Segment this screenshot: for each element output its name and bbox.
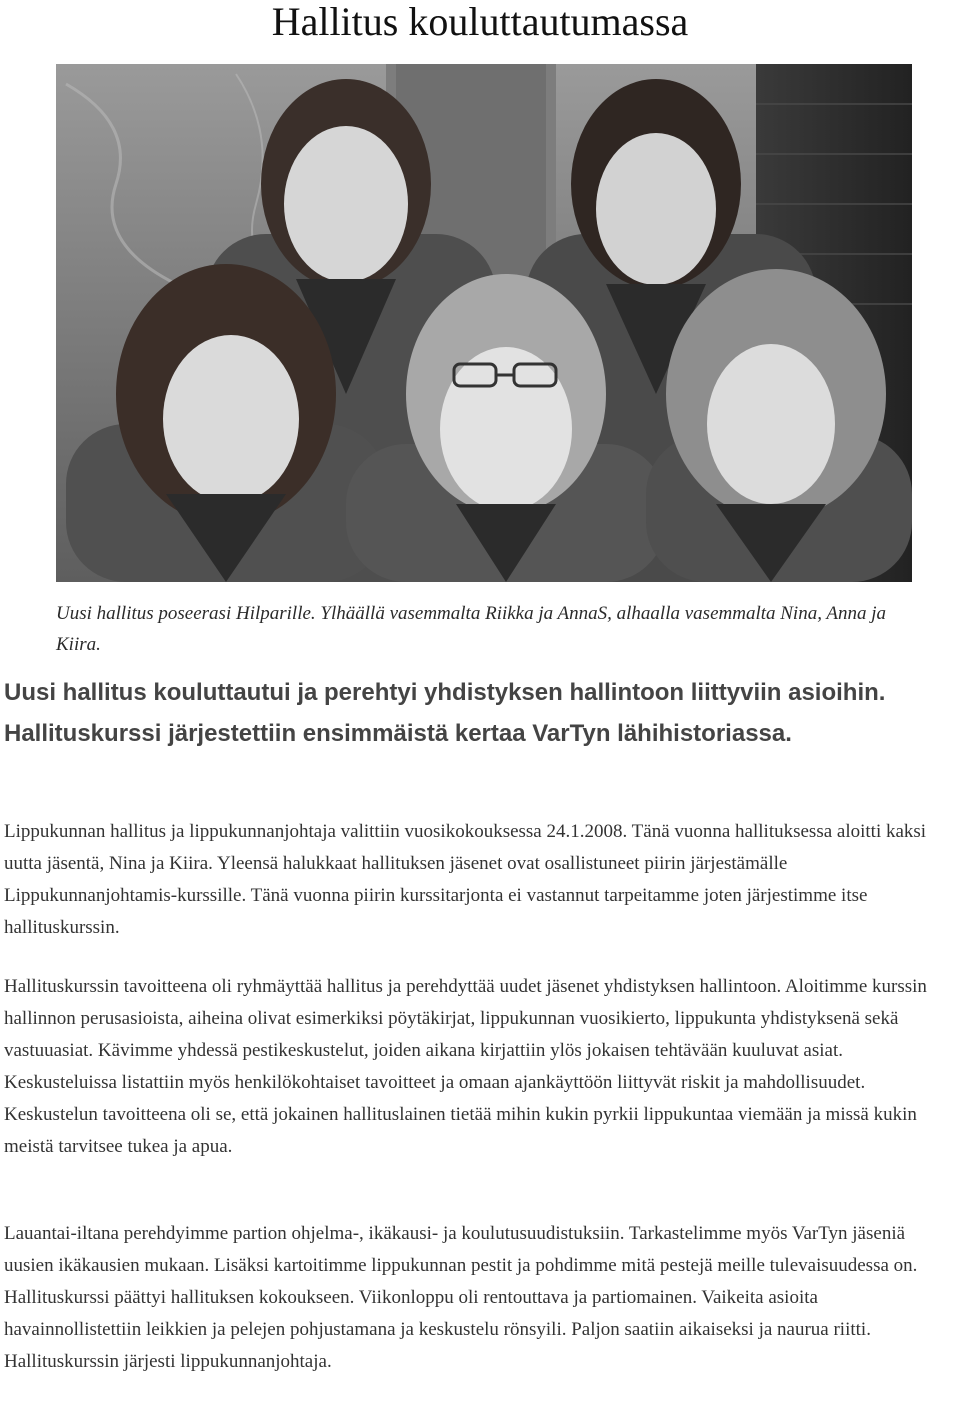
group-photo-illustration bbox=[56, 64, 912, 582]
article-lead: Uusi hallitus kouluttautui ja perehtyi yhdistyksen hallintoon liittyviin asioihin. Hallituskurssi järjestettiin ensimmäistä kertaa VarTyn lähihistoriassa. bbox=[4, 679, 886, 747]
body-paragraph-3: Lauantai-iltana perehdyimme partion ohjelma-, ikäkausi- ja koulutusuudistuksiin. Tarkastelimme myös VarTyn jäseniä uusien ikäkausien mukaan. Lisäksi kartoitimme lippukunnan pestit ja pohdimme mitä pestejä meille tulevaisuudessa on. Hallituskurssi päättyi hallituksen kokoukseen. Viikonloppu oli rentouttava ja partiomainen. Vaikeita asioita havainnollistettiin leikkien ja pelejen pohjustamana ja keskustelu rönsyili. Paljon saatiin aikaiseksi ja naurua riitti. Hallituskurssin järjesti lippukunnanjohtaja. bbox=[4, 1223, 918, 1372]
body-paragraph-1: Lippukunnan hallitus ja lippukunnanjohtaja valittiin vuosikokouksessa 24.1.2008. Tänä vuonna hallituksessa aloitti kaksi uutta jäsentä, Nina ja Kiira. Yleensä halukkaat hallituksen jäsenet ovat osallistuneet piirin järjestämälle Lippukunnanjohtamis-kurssille. Tänä vuonna piirin kurssitarjonta ei vastannut tarpeitamme joten järjestimme itse hallituskurssin. bbox=[4, 821, 927, 938]
photo-caption: Uusi hallitus poseerasi Hilparille. Ylhäällä vasemmalta Riikka ja AnnaS, alhaalla vasemmalta Nina, Anna ja Kiira. bbox=[56, 603, 886, 655]
group-photo bbox=[56, 64, 912, 582]
article-title: Hallitus kouluttautumassa bbox=[271, 0, 689, 44]
body-paragraph-2: Hallituskurssin tavoitteena oli ryhmäyttää hallitus ja perehdyttää uudet jäsenet yhdistyksen hallintoon. Aloitimme kurssin hallinnon perusasioista, aiheina olivat esimerkiksi pöytäkirjat, lippukunnan vuosikierto, lippukunta yhdistyksenä sekä vastuuasiat. Kävimme yhdessä pestikeskustelut, joiden aikana kirjattiin ylös jokaisen tehtävään kuuluvat asiat. Keskusteluissa listattiin myös henkilökohtaiset tavoitteet ja omaan ajankäyttöön liittyvät riskit ja mahdollisuudet. Keskustelun tavoitteena oli se, että jokainen hallituslainen tietää mihin kukin pyrkii lippukuntaa viemään ja missä kukin meistä tarvitsee tukea ja apua. bbox=[4, 976, 927, 1157]
